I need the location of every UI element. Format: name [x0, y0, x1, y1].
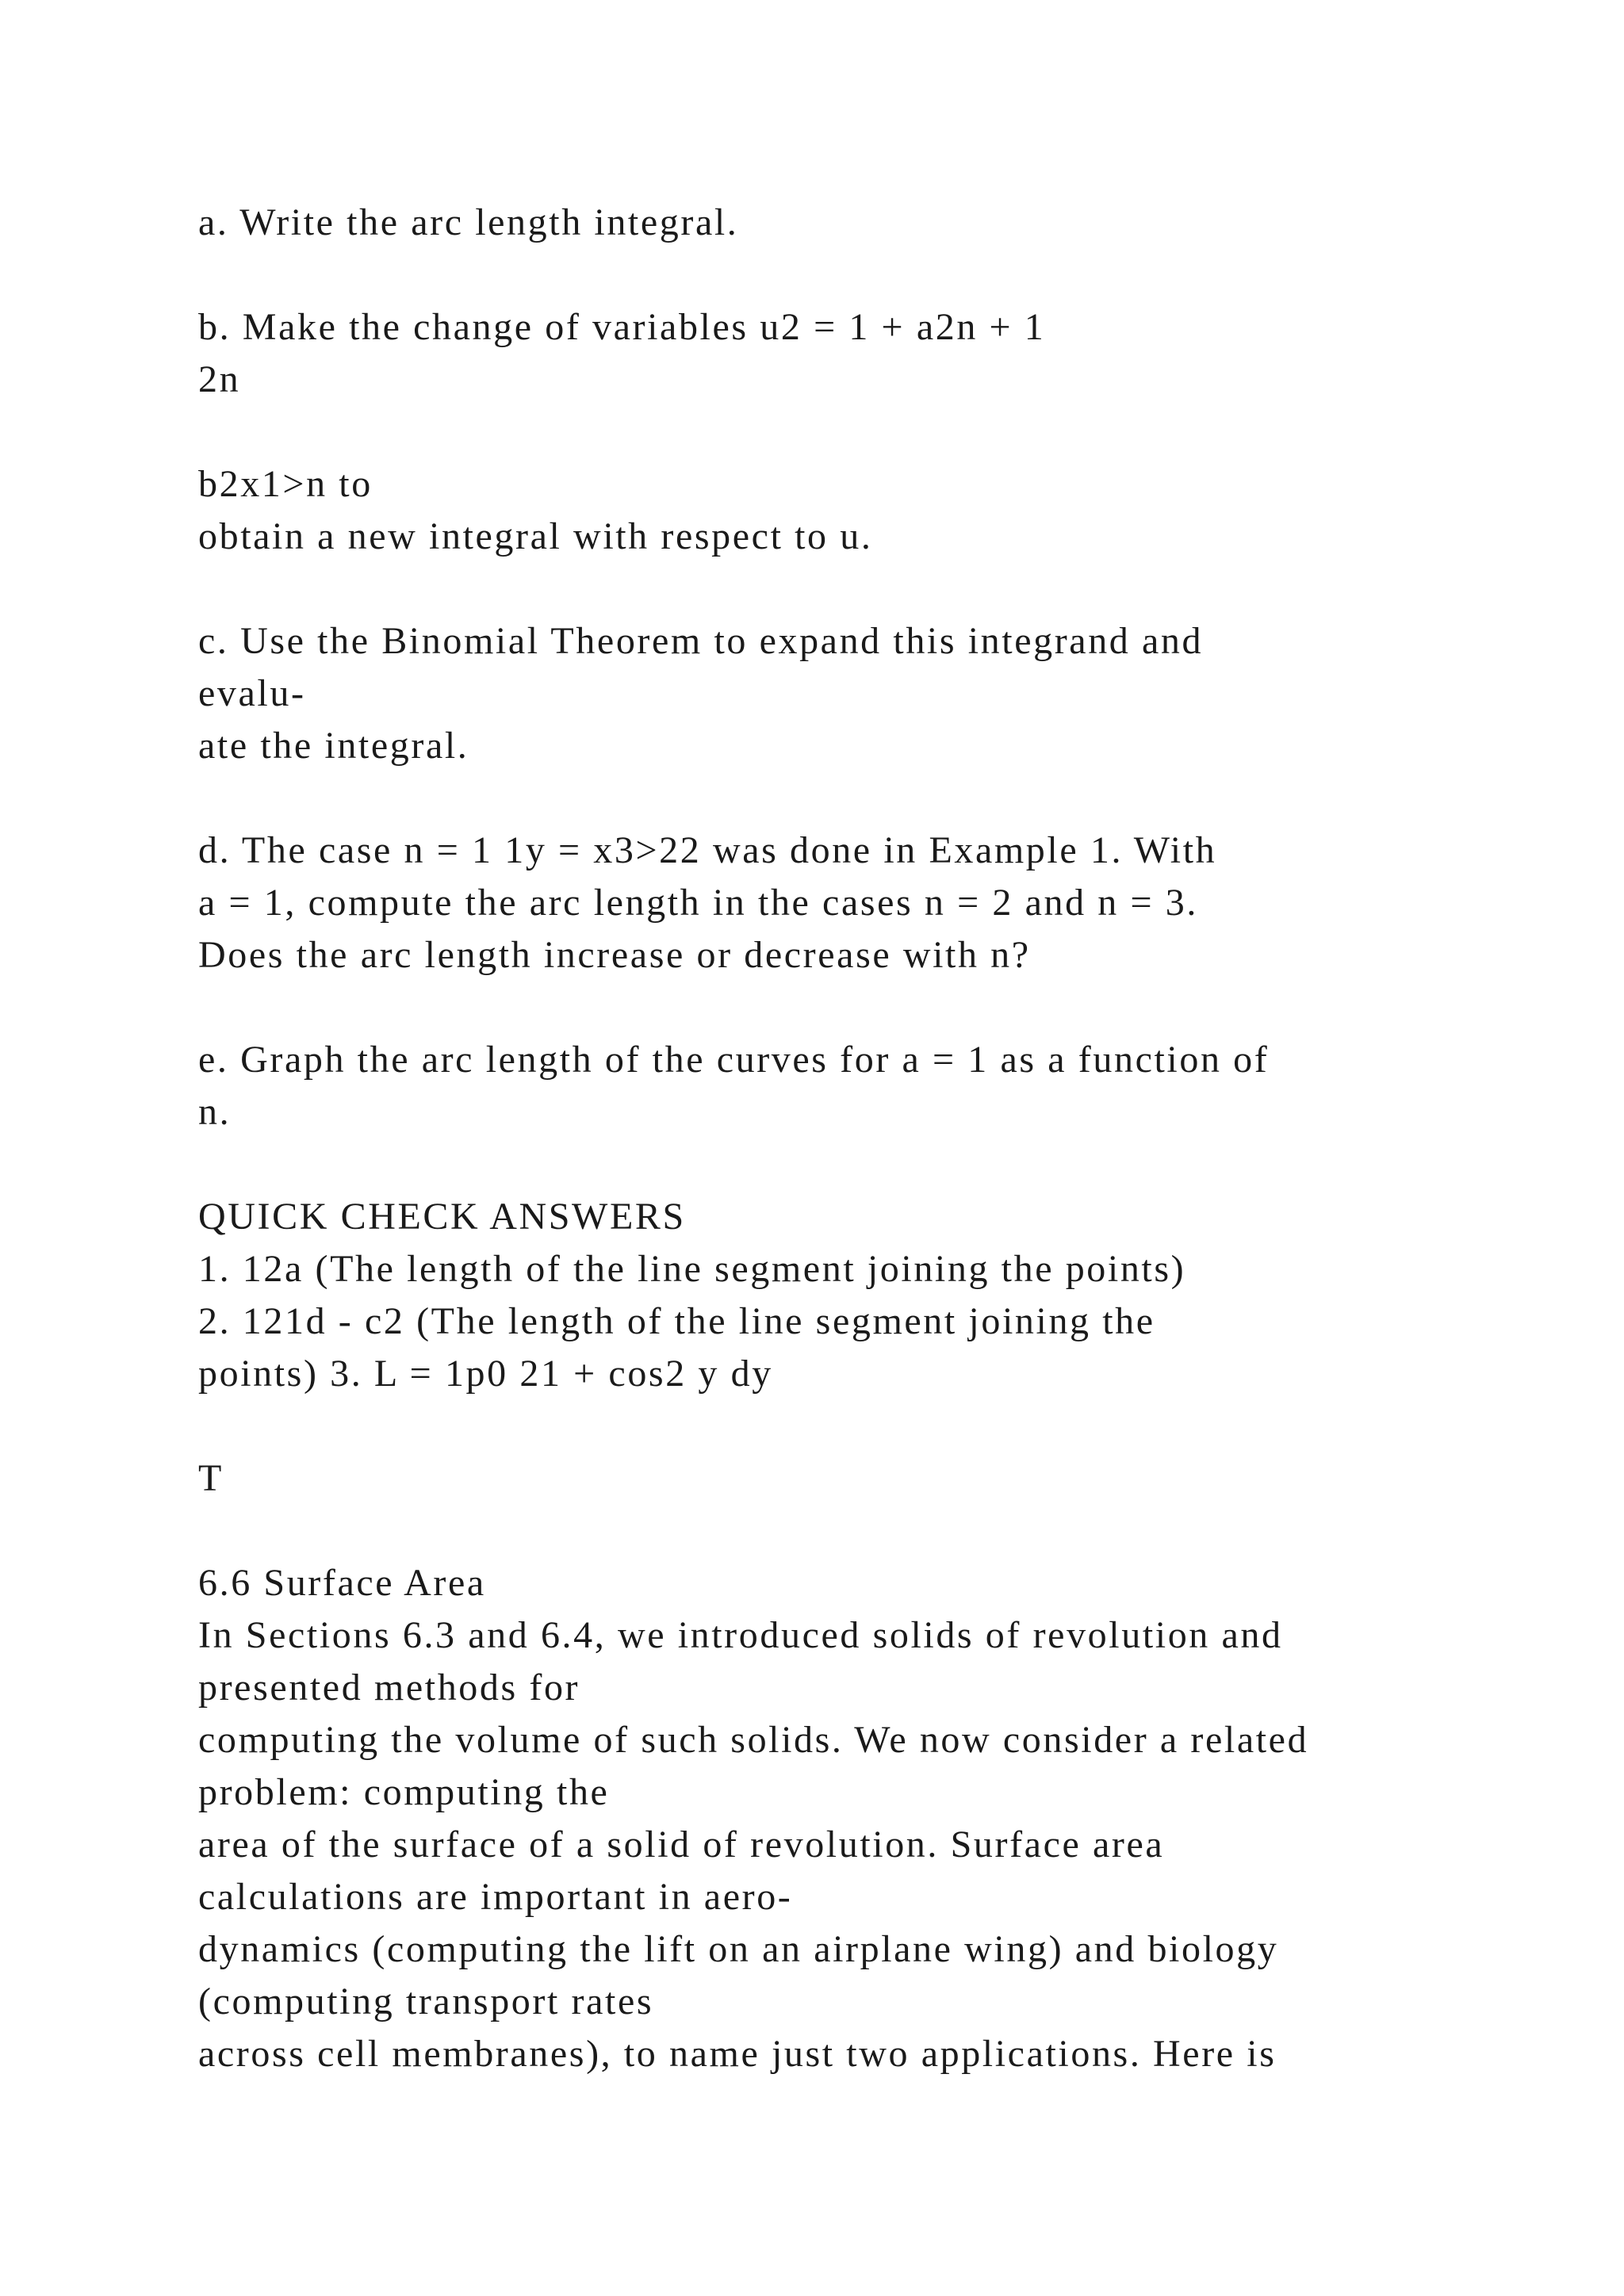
text-line: points) 3. L = 1p0 21 + cos2 y dy	[198, 1353, 773, 1395]
text-line: (computing transport rates	[198, 1980, 654, 2022]
text-line: n.	[198, 1091, 232, 1133]
text-line: 2. 121d - c2 (The length of the line segment joining the	[198, 1300, 1155, 1342]
text-line: a. Write the arc length integral.	[198, 201, 739, 243]
text-line: dynamics (computing the lift on an airplane wing) and biology	[198, 1928, 1279, 1970]
text-line: 1. 12a (The length of the line segment joining the points)	[198, 1248, 1186, 1290]
section-heading: QUICK CHECK ANSWERS	[198, 1196, 686, 1238]
text-line: obtain a new integral with respect to u.	[198, 515, 873, 557]
text-line: c. Use the Binomial Theorem to expand this integrand and	[198, 620, 1204, 662]
text-line: a = 1, compute the arc length in the cases n = 2 and n = 3.	[198, 882, 1198, 924]
text-line: area of the surface of a solid of revolution. Surface area	[198, 1823, 1165, 1866]
text-line: ate the integral.	[198, 725, 469, 767]
text-line: T	[198, 1457, 224, 1499]
text-line: b. Make the change of variables u2 = 1 + a2n + 1	[198, 306, 1046, 348]
text-line: evalu-	[198, 672, 306, 714]
text-line: across cell membranes), to name just two applications. Here is	[198, 2033, 1277, 2075]
text-line: Does the arc length increase or decrease with n?	[198, 934, 1031, 976]
text-line: calculations are important in aero-	[198, 1876, 793, 1918]
section-heading: 6.6 Surface Area	[198, 1562, 486, 1604]
text-line: problem: computing the	[198, 1771, 610, 1813]
text-line: 2n	[198, 358, 241, 400]
text-line: presented methods for	[198, 1667, 580, 1709]
text-line: e. Graph the arc length of the curves for a = 1 as a function of	[198, 1039, 1270, 1081]
text-line: d. The case n = 1 1y = x3>22 was done in Example 1. With	[198, 829, 1217, 871]
text-line: computing the volume of such solids. We now consider a related	[198, 1719, 1309, 1761]
text-line: In Sections 6.3 and 6.4, we introduced solids of revolution and	[198, 1614, 1283, 1656]
text-line: b2x1>n to	[198, 463, 373, 505]
